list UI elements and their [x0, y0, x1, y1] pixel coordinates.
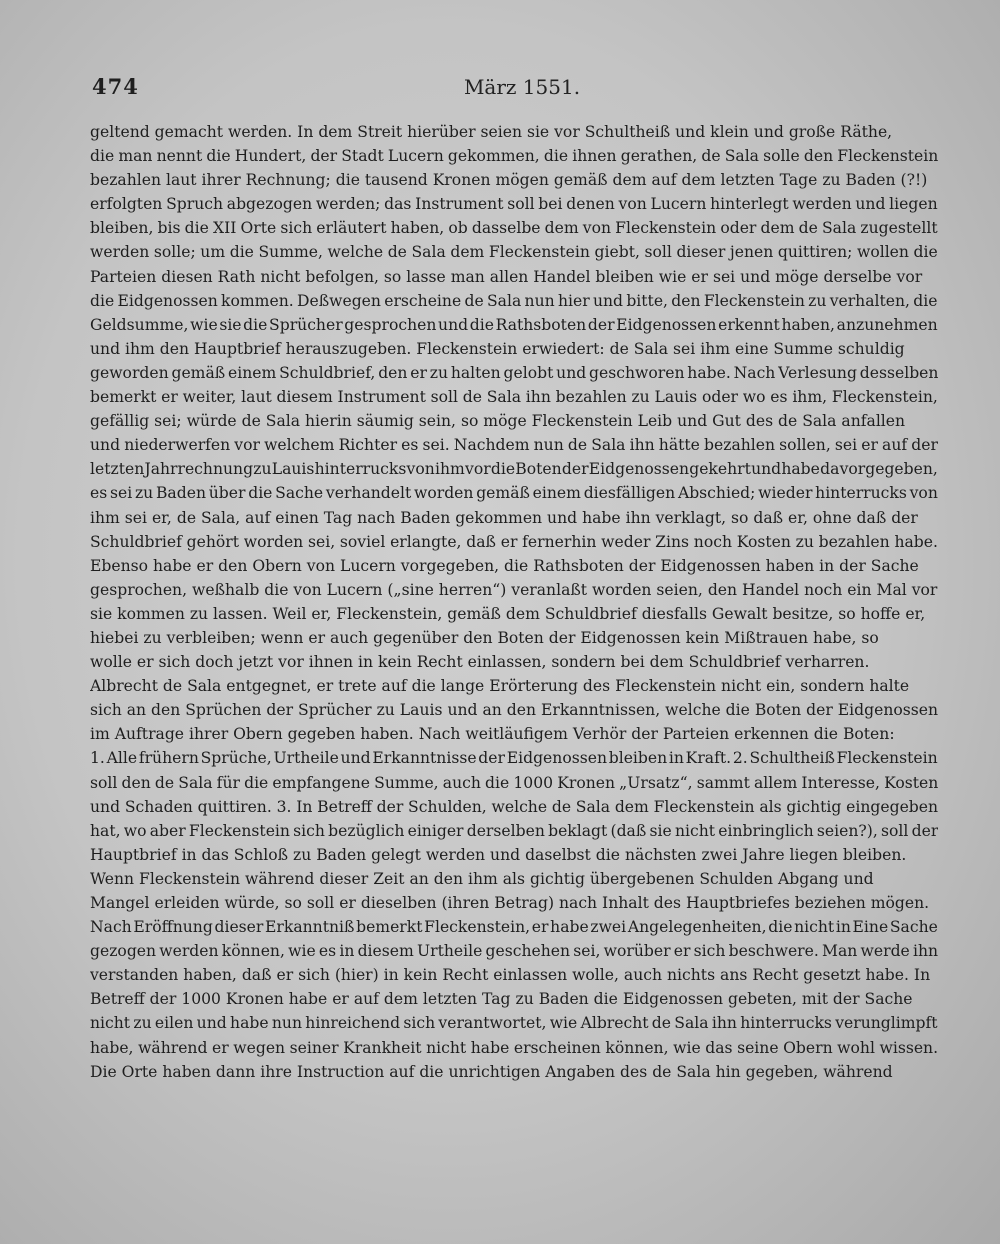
- text-line: hiebei zu verbleiben; wenn er auch gegenüber den Boten der Eidgenossen kein Mißtrauen habe, so: [90, 628, 879, 647]
- text-line: Die Orte haben dann ihre Instruction auf die unrichtigen Angaben des de Sala hin gegeben, während: [90, 1062, 893, 1081]
- text-line: Albrecht de Sala entgegnet, er trete auf die lange Erörterung des Fleckenstein nicht ein, sondern halte: [90, 677, 910, 696]
- text-line: letzten Jahrrechnung zu Lauis hinterrucks von ihm vor die Boten der Eidgenossen gekehrt und habe da vorgegeben,: [90, 460, 938, 479]
- text-line: die man nennt die Hundert, der Stadt Lucern gekommen, die ihnen gerathen, de Sala solle den Fleckenstein: [90, 147, 938, 166]
- text-line: 1. Alle frühern Sprüche, Urtheile und Erkanntnisse der Eidgenossen bleiben in Kraft. 2. Schultheiß Fleckenstein: [90, 749, 938, 768]
- page-number: 474: [92, 74, 139, 99]
- text-line: ihm sei er, de Sala, auf einen Tag nach Baden gekommen und habe ihn verklagt, so daß er, ohne daß der: [90, 508, 918, 527]
- body-text: [90, 120, 938, 1084]
- text-line: erfolgten Spruch abgezogen werden; das Instrument soll bei denen von Lucern hinterlegt werden und liegen: [90, 195, 938, 214]
- text-line: gesprochen, weßhalb die von Lucern („sine herren“) veranlaßt worden seien, den Handel noch ein Mal vor: [90, 580, 938, 599]
- text-line: gefällig sei; würde de Sala hierin säumig sein, so möge Fleckenstein Leib und Gut des de Sala anfallen: [90, 412, 906, 431]
- text-line: Nach Eröffnung dieser Erkanntniß bemerkt Fleckenstein, er habe zwei Angelegenheiten, die nicht in Eine Sache: [90, 918, 938, 937]
- text-line: Betreff der 1000 Kronen habe er auf dem letzten Tag zu Baden die Eidgenossen gebeten, mit der Sache: [90, 990, 913, 1009]
- page-header: [92, 74, 952, 106]
- text-line: und Schaden quittiren. 3. In Betreff der Schulden, welche de Sala dem Fleckenstein als gichtig eingegeben: [90, 797, 938, 816]
- text-line: geworden gemäß einem Schuldbrief, den er zu halten gelobt und geschworen habe. Nach Verlesung desselben: [90, 363, 938, 382]
- text-line: soll den de Sala für die empfangene Summe, auch die 1000 Kronen „Ursatz“, sammt allem Interesse, Kosten: [90, 773, 938, 792]
- text-line: wolle er sich doch jetzt vor ihnen in kein Recht einlassen, sondern bei dem Schuldbrief verharren.: [90, 653, 870, 672]
- text-line: hat, wo aber Fleckenstein sich bezüglich einiger derselben beklagt (daß sie nicht einbringlich seien?), soll der: [90, 821, 938, 840]
- text-line: bezahlen laut ihrer Rechnung; die tausend Kronen mögen gemäß dem auf dem letzten Tage zu Baden (?!): [90, 171, 928, 190]
- text-line: Hauptbrief in das Schloß zu Baden gelegt werden und daselbst die nächsten zwei Jahre liegen bleiben.: [90, 845, 907, 864]
- text-line: die Eidgenossen kommen. Deßwegen erscheine de Sala nun hier und bitte, den Fleckenstein zu verhalten, die: [90, 291, 938, 310]
- text-line: werden solle; um die Summe, welche de Sala dem Fleckenstein giebt, soll dieser jenen quittiren; wollen die: [90, 243, 938, 262]
- text-line: im Auftrage ihrer Obern gegeben haben. Nach weitläufigem Verhör der Parteien erkennen die Boten:: [90, 725, 895, 744]
- text-line: Ebenso habe er den Obern von Lucern vorgegeben, die Rathsboten der Eidgenossen haben in der Sache: [90, 556, 919, 575]
- text-line: und ihm den Hauptbrief herauszugeben. Fleckenstein erwiedert: de Sala sei ihm eine Summe schuldig: [90, 339, 905, 358]
- text-line: gezogen werden können, wie es in diesem Urtheile geschehen sei, worüber er sich beschwere. Man werde ihn: [90, 942, 938, 961]
- text-line: Geldsumme, wie sie die Sprücher gesprochen und die Rathsboten der Eidgenossen erkennt haben, anzunehmen: [90, 315, 938, 334]
- text-line: bleiben, bis die XII Orte sich erläutert haben, ob dasselbe dem von Fleckenstein oder dem de Sala zugestellt: [90, 219, 938, 238]
- text-line: sich an den Sprüchen der Sprücher zu Lauis und an den Erkanntnissen, welche die Boten der Eidgenossen: [90, 701, 938, 720]
- text-line: Wenn Fleckenstein während dieser Zeit an den ihm als gichtig übergebenen Schulden Abgang und: [90, 869, 874, 888]
- text-line: es sei zu Baden über die Sache verhandelt worden gemäß einem diesfälligen Abschied; wieder hinterrucks von: [90, 484, 938, 503]
- text-line: bemerkt er weiter, laut diesem Instrument soll de Sala ihn bezahlen zu Lauis oder wo es ihm, Fleckenstein,: [90, 388, 938, 407]
- text-line: Mangel erleiden würde, so soll er dieselben (ihren Betrag) nach Inhalt des Hauptbriefes beziehen mögen.: [90, 894, 930, 912]
- text-line: und niederwerfen vor welchem Richter es sei. Nachdem nun de Sala ihn hätte bezahlen sollen, sei er auf der: [90, 436, 938, 455]
- text-line: verstanden haben, daß er sich (hier) in kein Recht einlassen wolle, auch nichts ans Recht gesetzt habe. In: [90, 966, 931, 985]
- text-line: Schuldbrief gehört worden sei, soviel erlangte, daß er fernerhin weder Zins noch Kosten zu bezahlen habe.: [90, 532, 938, 551]
- text-line: geltend gemacht werden. In dem Streit hierüber seien sie vor Schultheiß und klein und große Räthe,: [90, 123, 893, 141]
- text-line: nicht zu eilen und habe nun hinreichend sich verantwortet, wie Albrecht de Sala ihn hinterrucks verunglimpft: [90, 1014, 938, 1033]
- text-line: habe, während er wegen seiner Krankheit nicht habe erscheinen können, wie das seine Obern wohl wissen.: [90, 1038, 938, 1057]
- text-line: sie kommen zu lassen. Weil er, Fleckenstein, gemäß dem Schuldbrief diesfalls Gewalt besitze, so hoffe er,: [90, 604, 926, 623]
- running-head: März 1551.: [463, 75, 581, 99]
- text-line: Parteien diesen Rath nicht befolgen, so lasse man allen Handel bleiben wie er sei und möge derselbe vor: [90, 267, 923, 286]
